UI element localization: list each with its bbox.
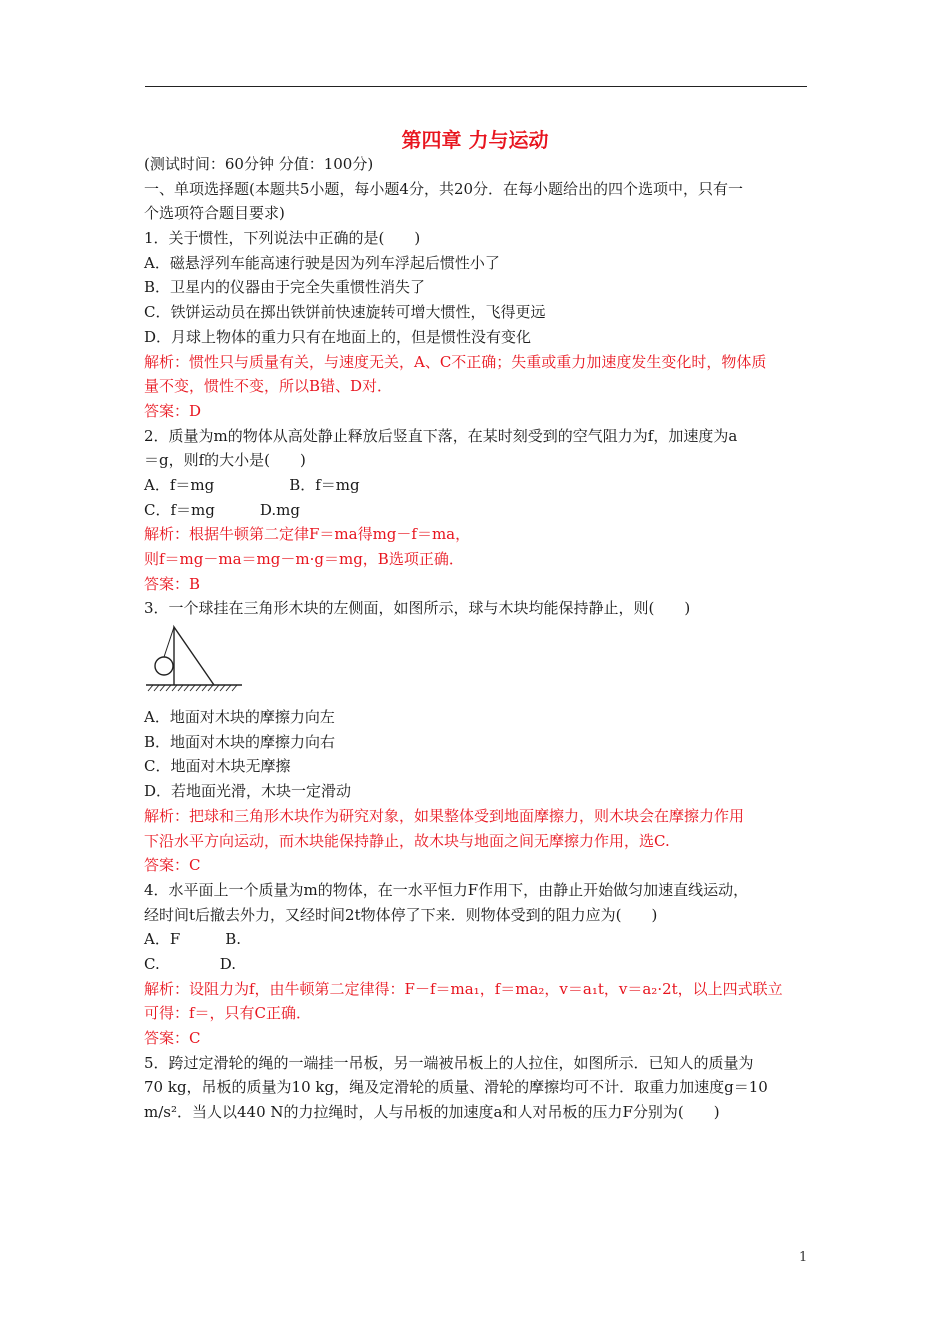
chapter-title: 第四章 力与运动 (401, 128, 549, 152)
q4-options-ab: A．F B. (144, 930, 242, 949)
header-rule (145, 86, 807, 87)
q3-answer: 答案：C (144, 856, 201, 875)
q1-option-c: C．铁饼运动员在掷出铁饼前快速旋转可增大惯性，飞得更远 (144, 303, 546, 322)
page-number: 1 (799, 1250, 808, 1265)
q4-analysis: 解析：设阻力为f，由牛顿第二定律得：F－f＝ma₁，f＝ma₂，v＝a₁t，v＝a₂·2t，以上四式联立 (144, 979, 783, 998)
q3-option-a: A．地面对木块的摩擦力向左 (144, 708, 335, 727)
question-5-cont2: m/s²．当人以440 N的力拉绳时，人与吊板的加速度a和人对吊板的压力F分别为( ) (144, 1103, 720, 1122)
q3-analysis-cont: 下沿水平方向运动，而木块能保持静止，故木块与地面之间无摩擦力作用，选C. (144, 831, 670, 850)
q4-answer: 答案：C (144, 1029, 201, 1047)
section-heading: 一、单项选择题(本题共5小题，每小题4分，共20分．在每小题给出的四个选项中，只有一 (144, 179, 744, 198)
question-5-cont: 70 kg，吊板的质量为10 kg，绳及定滑轮的质量、滑轮的摩擦均可不计．取重力加速度g＝10 (144, 1078, 768, 1097)
q2-answer: 答案：B (144, 574, 201, 593)
q1-analysis: 解析：惯性只与质量有关，与速度无关，A、C不正确；失重或重力加速度发生变化时，物体质 (144, 352, 767, 371)
q3-analysis: 解析：把球和三角形木块作为研究对象，如果整体受到地面摩擦力，则木块会在摩擦力作用 (144, 806, 745, 825)
question-4: 4．水平面上一个质量为m的物体，在一水平恒力F作用下，由静止开始做匀加速直线运动， (144, 880, 749, 899)
q1-analysis-cont: 量不变，惯性不变，所以B错、D对． (144, 377, 393, 396)
question-1: 1．关于惯性，下列说法中正确的是( ) (144, 229, 421, 248)
section-heading-cont: 个选项符合题目要求) (144, 204, 285, 223)
question-3: 3．一个球挂在三角形木块的左侧面，如图所示，球与木块均能保持静止，则( ) (144, 599, 691, 618)
q2-options-ab: A．f＝mg B．f＝mg (144, 475, 360, 494)
q4-options-cd: C. D. (144, 954, 236, 973)
ball-wedge-figure (144, 621, 808, 705)
q2-analysis-cont: 则f＝mg－ma＝mg－m·g＝mg，B选项正确． (144, 550, 464, 568)
question-2: 2．质量为m的物体从高处静止释放后竖直下落，在某时刻受到的空气阻力为f，加速度为a (144, 426, 738, 445)
q4-analysis-cont: 可得：f＝，只有C正确． (144, 1004, 312, 1023)
q1-option-d: D．月球上物体的重力只有在地面上的，但是惯性没有变化 (144, 327, 532, 346)
question-4-cont: 经时间t后撤去外力，又经时间2t物体停了下来．则物体受到的阻力应为( ) (144, 905, 658, 924)
test-meta: (测试时间：60分钟 分值：100分) (144, 155, 374, 173)
q1-option-a: A．磁悬浮列车能高速行驶是因为列车浮起后惯性小了 (144, 253, 500, 272)
q1-option-b: B．卫星内的仪器由于完全失重惯性消失了 (144, 278, 426, 297)
q3-option-c: C．地面对木块无摩擦 (144, 757, 291, 776)
document-body (144, 152, 808, 1125)
q1-answer: 答案：D (144, 401, 202, 420)
q2-analysis: 解析：根据牛顿第二定律F＝ma得mg－f＝ma， (144, 525, 471, 544)
q3-option-d: D．若地面光滑，木块一定滑动 (144, 782, 352, 801)
question-2-cont: ＝g，则f的大小是( ) (144, 451, 306, 470)
q3-option-b: B．地面对木块的摩擦力向右 (144, 732, 336, 751)
question-5: 5．跨过定滑轮的绳的一端挂一吊板，另一端被吊板上的人拉住，如图所示．已知人的质量为 (144, 1053, 754, 1072)
q2-options-cd: C．f＝mg D.mg (144, 500, 300, 519)
